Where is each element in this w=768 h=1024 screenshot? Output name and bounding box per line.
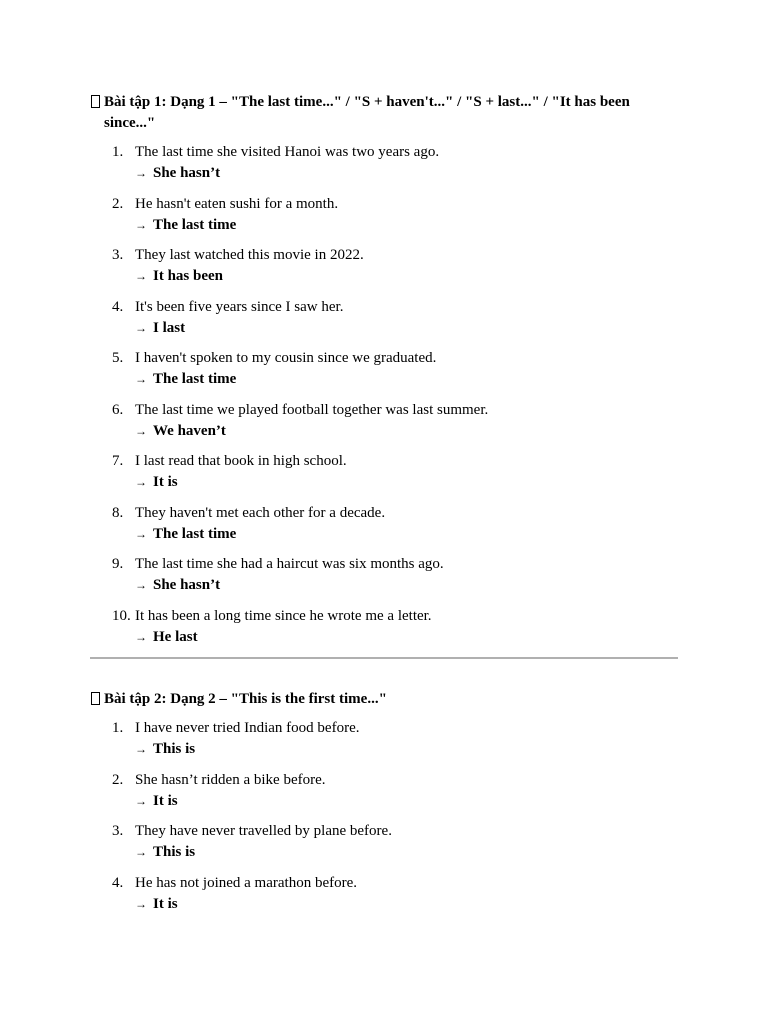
arrow-icon: →	[135, 629, 147, 644]
list-item	[90, 606, 680, 648]
answer-prompt: He last	[153, 628, 198, 645]
list-item	[90, 451, 680, 493]
answer-prompt: I last	[153, 319, 186, 336]
item-number: 9.	[112, 556, 124, 572]
item-number: 2.	[112, 771, 124, 788]
exercise-1-title: Bài tập 1: Dạng 1 – "The last time..." / "S + haven't..." / "S + last..." / "It has been since..."	[104, 94, 630, 131]
list-item	[90, 245, 680, 287]
exercise-2-list	[90, 718, 680, 915]
answer-prompt: She hasn’t	[153, 165, 221, 181]
exercise-1	[90, 92, 680, 657]
item-number: 10.	[112, 607, 131, 624]
item-answer	[135, 627, 680, 648]
list-item	[90, 142, 680, 184]
item-sentence: The last time we played football together was last summer.	[135, 401, 489, 418]
answer-prompt: It is	[153, 474, 178, 490]
list-item	[90, 194, 680, 236]
exercise-2-heading	[90, 689, 680, 710]
item-answer	[135, 421, 680, 442]
item-number: 2.	[112, 195, 124, 212]
item-number: 1.	[112, 144, 124, 160]
item-answer	[135, 318, 680, 339]
item-answer	[135, 215, 680, 236]
item-sentence: It's been five years since I saw her.	[135, 298, 344, 315]
exercise-1-heading	[90, 92, 680, 134]
answer-prompt: She hasn’t	[153, 577, 221, 593]
exercise-2-title: Bài tập 2: Dạng 2 – "This is the first time..."	[104, 691, 387, 707]
list-item	[90, 821, 680, 863]
item-sentence: He hasn't eaten sushi for a month.	[135, 195, 339, 212]
item-sentence: The last time she visited Hanoi was two years ago.	[135, 144, 440, 160]
item-answer	[135, 894, 680, 915]
item-sentence: The last time she had a haircut was six months ago.	[135, 556, 444, 572]
arrow-icon: →	[135, 793, 147, 808]
answer-prompt: The last time	[153, 525, 237, 542]
item-sentence: They last watched this movie in 2022.	[135, 247, 364, 263]
arrow-icon: →	[135, 578, 147, 592]
item-answer	[135, 575, 680, 596]
item-number: 3.	[112, 823, 124, 839]
list-item	[90, 554, 680, 596]
list-item	[90, 348, 680, 390]
item-number: 7.	[112, 453, 124, 469]
list-item	[90, 400, 680, 442]
arrow-icon: →	[135, 269, 147, 283]
arrow-icon: →	[135, 742, 147, 756]
item-answer	[135, 472, 680, 493]
item-number: 3.	[112, 247, 124, 263]
item-answer	[135, 842, 680, 863]
item-answer	[135, 266, 680, 287]
item-sentence: I have never tried Indian food before.	[135, 720, 360, 736]
list-item	[90, 297, 680, 339]
arrow-icon: →	[135, 217, 147, 232]
answer-prompt: It is	[153, 792, 178, 809]
item-sentence: I last read that book in high school.	[135, 453, 347, 469]
item-number: 1.	[112, 720, 124, 736]
item-answer	[135, 369, 680, 390]
item-number: 8.	[112, 504, 124, 521]
list-item	[90, 770, 680, 812]
item-answer	[135, 739, 680, 760]
arrow-icon: →	[135, 320, 147, 335]
arrow-icon: →	[135, 845, 147, 859]
list-item	[90, 503, 680, 545]
arrow-icon: →	[135, 372, 147, 386]
item-sentence: They have never travelled by plane before.	[135, 823, 392, 839]
item-sentence: They haven't met each other for a decade.	[135, 504, 386, 521]
answer-prompt: The last time	[153, 371, 237, 387]
item-sentence: He has not joined a marathon before.	[135, 874, 358, 891]
missing-glyph-icon	[91, 692, 100, 705]
missing-glyph-icon	[91, 95, 100, 108]
answer-prompt: The last time	[153, 216, 237, 233]
list-item	[90, 873, 680, 915]
item-number: 6.	[112, 401, 124, 418]
item-answer	[135, 163, 680, 184]
section-divider	[90, 657, 678, 659]
item-answer	[135, 524, 680, 545]
item-number: 5.	[112, 350, 124, 366]
item-sentence: I haven't spoken to my cousin since we graduated.	[135, 350, 437, 366]
exercise-1-list	[90, 142, 680, 648]
item-sentence: It has been a long time since he wrote me a letter.	[135, 607, 432, 624]
item-number: 4.	[112, 874, 124, 891]
arrow-icon: →	[135, 423, 147, 438]
item-sentence: She hasn’t ridden a bike before.	[135, 771, 326, 788]
arrow-icon: →	[135, 166, 147, 180]
arrow-icon: →	[135, 526, 147, 541]
item-number: 4.	[112, 298, 124, 315]
arrow-icon: →	[135, 896, 147, 911]
answer-prompt: We haven’t	[153, 422, 226, 439]
exercise-2	[90, 689, 680, 924]
answer-prompt: This is	[153, 741, 196, 757]
item-answer	[135, 791, 680, 812]
answer-prompt: It is	[153, 895, 178, 912]
answer-prompt: This is	[153, 844, 196, 860]
answer-prompt: It has been	[153, 268, 224, 284]
arrow-icon: →	[135, 475, 147, 489]
list-item	[90, 718, 680, 760]
